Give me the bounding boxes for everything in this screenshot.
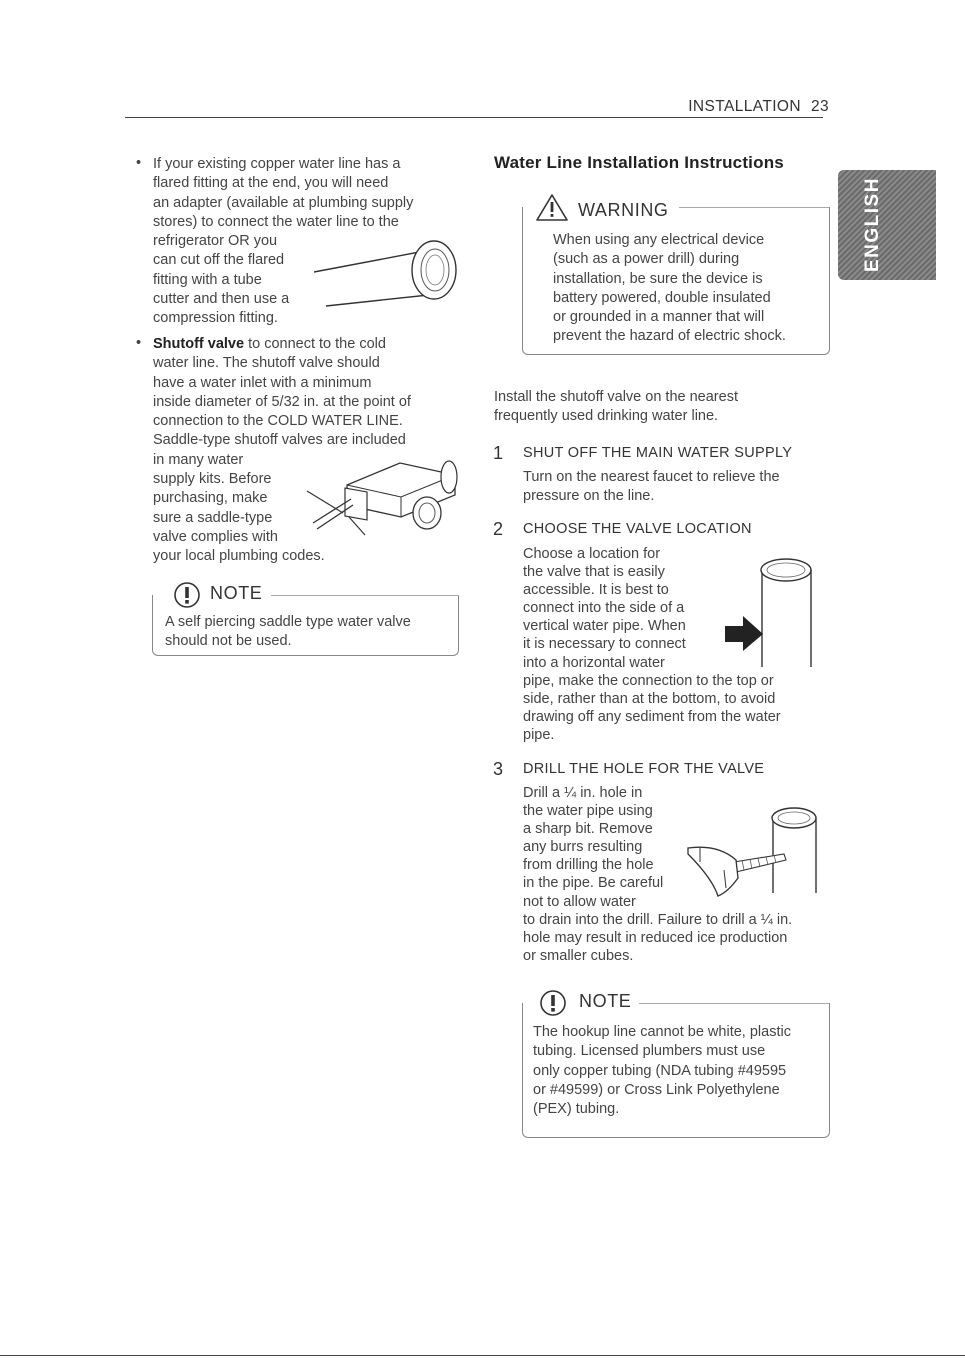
shutoff-valve-term: Shutoff valve [153, 336, 245, 352]
warning-triangle-icon [535, 193, 569, 223]
text-line: in the pipe. Be careful [523, 875, 664, 892]
text-line: the valve that is easily [523, 564, 665, 581]
text-line: sure a saddle-type [153, 509, 273, 526]
text-line: pipe, make the connection to the top or [523, 672, 774, 689]
step-number: 3 [493, 759, 504, 779]
section-label: INSTALLATION [688, 98, 801, 115]
step-title: SHUT OFF THE MAIN WATER SUPPLY [523, 445, 793, 461]
text-line: (such as a power drill) during [553, 251, 740, 268]
step-number: 1 [493, 443, 504, 463]
exclamation-circle-icon [538, 988, 568, 1018]
vertical-pipe-illustration [725, 550, 820, 670]
text-line: hole may result in reduced ice production [523, 929, 788, 946]
text-line: not to allow water [523, 893, 636, 910]
text-line: When using any electrical device [553, 232, 765, 248]
text-line: If your existing copper water line has a [153, 156, 401, 172]
text-line: Install the shutoff valve on the nearest [494, 389, 738, 405]
note-text-left [165, 613, 450, 652]
bullet-marker: • [136, 335, 142, 351]
text-line: in many water [153, 451, 244, 468]
bullet-marker: • [136, 155, 142, 171]
text-line: supply kits. Before [153, 471, 272, 488]
page-header [688, 98, 829, 116]
text-line: have a water inlet with a minimum [153, 374, 372, 391]
text-line: it is necessary to connect [523, 636, 686, 653]
warning-text [553, 231, 823, 347]
text-line: drawing off any sediment from the water [523, 708, 781, 725]
text-line: cutter and then use a [153, 291, 290, 308]
language-tab [838, 170, 936, 280]
text-line: a sharp bit. Remove [523, 821, 653, 838]
text-line: installation, be sure the device is [553, 270, 763, 287]
text-line: side, rather than at the bottom, to avoid [523, 690, 776, 707]
step-number: 2 [493, 519, 504, 539]
text-line: refrigerator OR you [153, 233, 278, 250]
text-line: an adapter (available at plumbing supply [153, 194, 414, 211]
text-line: or grounded in a manner that will [553, 309, 765, 326]
text-line: water line. The shutoff valve should [153, 355, 380, 372]
text-line: your local plumbing codes. [153, 548, 325, 565]
text-line: pressure on the line. [523, 488, 655, 505]
text-line: connection to the COLD WATER LINE. [153, 413, 403, 430]
note-title-left: NOTE [210, 583, 263, 603]
drill-pipe-illustration [678, 800, 823, 900]
step-title: CHOOSE THE VALVE LOCATION [523, 521, 752, 537]
text-line: accessible. It is best to [523, 582, 669, 599]
text-line: or smaller cubes. [523, 947, 634, 964]
text-line: any burrs resulting [523, 839, 643, 856]
text-line: flared fitting at the end, you will need [153, 175, 389, 192]
text-line: tubing. Licensed plumbers must use [533, 1043, 766, 1060]
text-line: only copper tubing (NDA tubing #49595 [533, 1062, 787, 1079]
header-rule [125, 117, 823, 118]
step-text [523, 468, 823, 507]
text-line: from drilling the hole [523, 857, 654, 874]
text-line: compression fitting. [153, 310, 278, 327]
text-line: Drill a ¼ in. hole in [523, 785, 643, 801]
text-line: should not be used. [165, 633, 292, 650]
intro-text [494, 388, 824, 427]
text-line: (PEX) tubing. [533, 1101, 620, 1118]
note-text-right [533, 1023, 823, 1119]
text-line: Turn on the nearest faucet to relieve the [523, 469, 780, 485]
text-line: connect into the side of a [523, 600, 685, 617]
text-line: pipe. [523, 726, 555, 743]
text-line: can cut off the flared [153, 252, 285, 269]
text-line: A self piercing saddle type water valve [165, 614, 411, 630]
saddle-valve-illustration [305, 455, 465, 540]
text-line: inside diameter of 5/32 in. at the point of [153, 393, 411, 410]
text-line: battery powered, double insulated [553, 289, 771, 306]
text-line: The hookup line cannot be white, plastic [533, 1024, 791, 1040]
text-line: vertical water pipe. When [523, 618, 686, 635]
text-line: frequently used drinking water line. [494, 408, 719, 425]
text-line: Shutoff valve to connect to the cold [153, 336, 386, 352]
text-line: or #49599) or Cross Link Polyethylene [533, 1081, 780, 1098]
text-line: Saddle-type shutoff valves are included [153, 432, 406, 449]
bottom-rule [0, 1355, 965, 1356]
text-line: prevent the hazard of electric shock. [553, 328, 786, 345]
text-line: fitting with a tube [153, 271, 262, 288]
text-line: the water pipe using [523, 803, 653, 820]
warning-title: WARNING [578, 200, 669, 220]
text-line: purchasing, make [153, 490, 268, 507]
text-line: valve complies with [153, 528, 278, 545]
text-line: Choose a location for [523, 546, 661, 562]
text-line: into a horizontal water [523, 654, 665, 671]
section-title: Water Line Installation Instructions [494, 153, 784, 172]
text-line: stores) to connect the water line to the [153, 213, 399, 230]
note-title-right: NOTE [579, 991, 632, 1011]
page-number: 23 [810, 98, 829, 115]
step-title: DRILL THE HOLE FOR THE VALVE [523, 761, 765, 777]
language-tab-label: ENGLISH [862, 177, 883, 273]
flared-pipe-illustration [300, 240, 465, 310]
text-line: to drain into the drill. Failure to drill a ¼ in. [523, 911, 793, 928]
exclamation-circle-icon [172, 580, 202, 610]
